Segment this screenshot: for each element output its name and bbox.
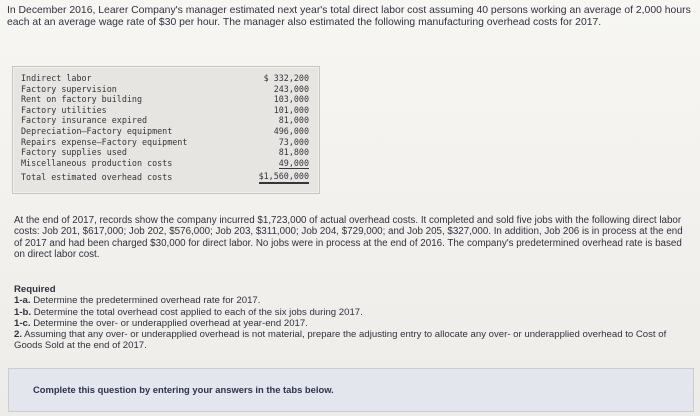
table-row — [21, 73, 309, 84]
overhead-cost-list — [21, 73, 309, 184]
scenario-paragraph: At the end of 2017, records show the company incurred $1,723,000 of actual overhead costs. It completed and sold five jobs with the following direct labor costs: Job 201, $617,000; Job 202, $576,000; Job 203, $311,000; Job 204, $729,000; and Job 205, $327,000. In addition, Job 206 is in process at the end of 2017 and had been charged $30,000 for direct labor. No jobs were in process at the end of 2016. The company's predetermined overhead rate is based on direct labor cost. — [14, 215, 683, 261]
required-item — [14, 318, 690, 329]
cost-value-cell — [249, 158, 309, 170]
cost-value: 81,800 — [278, 147, 309, 158]
required-item — [14, 295, 690, 306]
cost-label: Repairs expense—Factory equipment — [21, 136, 188, 147]
table-row — [21, 158, 309, 170]
total-row — [21, 169, 309, 184]
required-number: 1-c. — [14, 317, 31, 329]
instruction-banner — [8, 368, 694, 412]
required-text: Determine the predetermined overhead rate for 2017. — [33, 295, 261, 307]
cost-value: 103,000 — [273, 94, 309, 105]
cost-label: Depreciation—Factory equipment — [21, 125, 173, 136]
total-value-cell — [249, 169, 309, 184]
total-label: Total estimated overhead costs — [21, 172, 173, 183]
required-item — [14, 307, 690, 318]
table-row — [21, 94, 309, 105]
cost-value: 496,000 — [273, 125, 309, 136]
required-heading: Required — [14, 284, 56, 295]
required-number: 2. — [14, 329, 23, 341]
required-number: 1-b. — [14, 306, 32, 318]
required-text: Determine the total overhead cost applied to each of the six jobs during 2017. — [33, 306, 363, 318]
required-text: Determine the over- or underapplied overhead at year-end 2017. — [33, 317, 308, 329]
table-row — [21, 105, 309, 116]
cost-value: 49,000 — [278, 157, 309, 168]
required-item — [14, 329, 690, 352]
required-number: 1-a. — [14, 295, 31, 307]
cost-value: 101,000 — [273, 104, 309, 115]
required-section — [14, 284, 690, 352]
cost-label: Factory insurance expired — [21, 115, 148, 126]
total-value: $1,560,000 — [259, 171, 309, 184]
cost-value: $ 332,200 — [263, 73, 309, 83]
overhead-table — [12, 66, 320, 194]
instruction-text: Complete this question by entering your answers in the tabs below. — [33, 384, 334, 395]
required-text: Assuming that any over- or underapplied overhead is not material, prepare the adjusting entry to allocate any over- or underapplied overhead to Cost of Goods Sold at the end of 2017. — [14, 329, 667, 352]
cost-label: Factory supplies used — [21, 147, 127, 158]
table-row — [21, 147, 309, 158]
cost-label: Rent on factory building — [21, 94, 143, 105]
cost-value: 81,000 — [278, 115, 309, 126]
table-row — [21, 137, 309, 148]
cost-label: Factory supervision — [21, 83, 117, 94]
intro-text: In December 2016, Learer Company's manager estimated next year's total direct labor cost assuming 40 persons working an average of 2,000 hours each at an average wage rate of $30 per hour. The manager also estimated the following manufacturing overhead costs for 2017. — [7, 5, 691, 29]
cost-value: 73,000 — [278, 136, 309, 147]
cost-label: Miscellaneous production costs — [21, 158, 173, 169]
cost-label: Indirect labor — [21, 73, 92, 83]
table-row — [21, 126, 309, 137]
table-row — [21, 84, 309, 95]
cost-label: Factory utilities — [21, 104, 107, 115]
cost-value: 243,000 — [273, 83, 309, 94]
table-row — [21, 115, 309, 126]
